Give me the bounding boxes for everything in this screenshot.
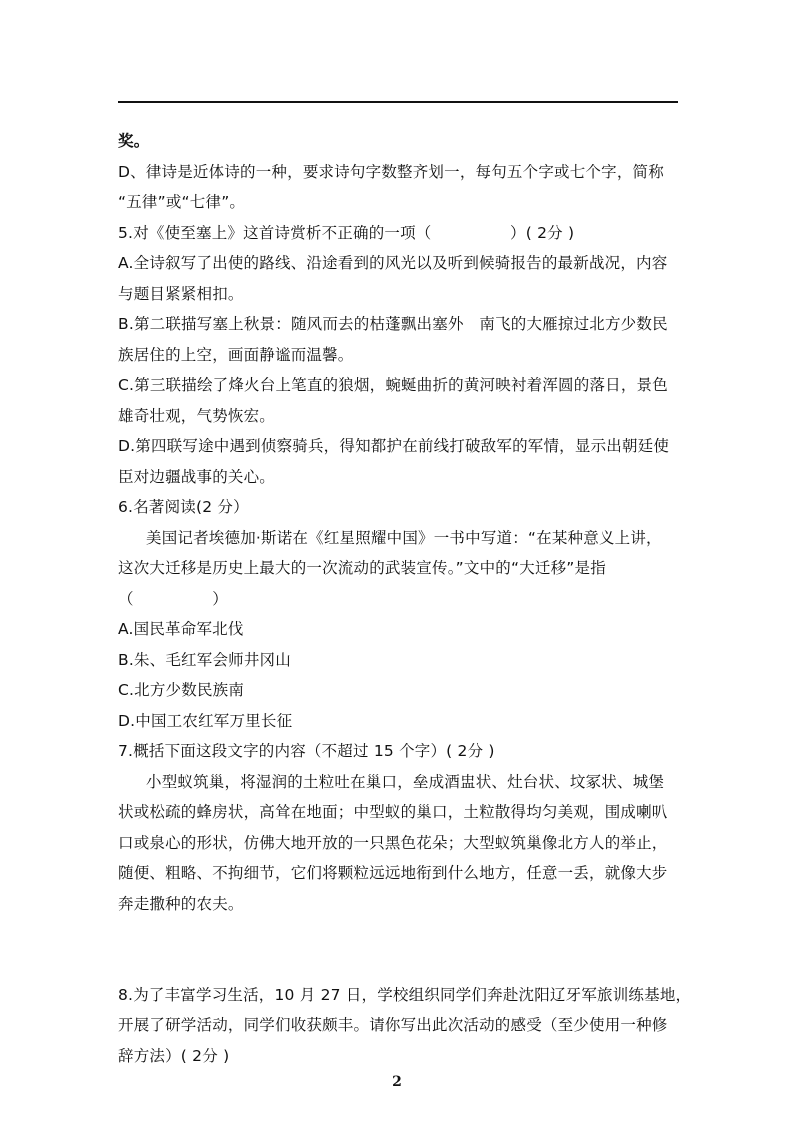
q6-passage-line-2: 这次大迁移是历史上最大的一次流动的武装宣传。”文中的“大迁移”是指 <box>118 559 606 577</box>
q7-passage-line-2: 状或松疏的蜂房状，高耸在地面；中型蚁的巢口，土粒散得均匀美观，围成喇叭 <box>118 803 668 821</box>
option-d-line-1: D、律诗是近体诗的一种，要求诗句字数整齐划一，每句五个字或七个字，简称 <box>118 163 664 181</box>
question-6-title: 6.名著阅读(2 分） <box>118 498 249 516</box>
page-number: 2 <box>392 1074 402 1090</box>
continuation-text: 奖。 <box>118 132 150 150</box>
q7-passage-line-1: 小型蚁筑巢，将湿润的土粒吐在巢口，垒成酒盅状、灶台状、坟冢状、城堡 <box>146 773 665 791</box>
q6-option-a: A.国民革命军北伐 <box>118 620 244 638</box>
q5-option-a-line-1: A.全诗叙写了出使的路线、沿途看到的风光以及听到候骑报告的最新战况，内容 <box>118 254 668 272</box>
question-8-line-2: 开展了研学活动，同学们收获颇丰。请你写出此次活动的感受（至少使用一种修 <box>118 1016 668 1034</box>
option-d-line-2: “五律”或“七律”。 <box>118 193 246 211</box>
q5-option-d-line-2: 臣对边疆战事的关心。 <box>118 468 276 486</box>
question-5-title: 5.对《使至塞上》这首诗赏析不正确的一项（ ）( 2分 ) <box>118 224 575 242</box>
q5-option-c-line-1: C.第三联描绘了烽火台上笔直的狼烟，蜿蜒曲折的黄河映衬着浑圆的落日，景色 <box>118 376 668 394</box>
question-8-line-3: 辞方法）( 2分 ) <box>118 1047 230 1065</box>
q5-option-b-line-1: B.第二联描写塞上秋景：随风而去的枯蓬飘出塞外 南飞的大雁掠过北方少数民 <box>118 315 668 333</box>
q7-passage-line-4: 随便、粗略、不拘细节，它们将颗粒远远地衔到什么地方，任意一丢，就像大步 <box>118 864 668 882</box>
q6-option-d: D.中国工农红军万里长征 <box>118 712 293 730</box>
q6-passage-line-1: 美国记者埃德加·斯诺在《红星照耀中国》一书中写道：“在某种意义上讲， <box>146 529 662 547</box>
q7-passage-line-5: 奔走撒种的农夫。 <box>118 895 244 913</box>
q7-passage-line-3: 口或泉心的形状，仿佛大地开放的一只黑色花朵；大型蚁筑巢像北方人的举止， <box>118 834 668 852</box>
question-7-title: 7.概括下面这段文字的内容（不超过 15 个字）( 2分 ) <box>118 742 495 760</box>
q6-option-c: C.北方少数民族南 <box>118 681 245 699</box>
question-8-line-1: 8.为了丰富学习生活，10 月 27 日，学校组织同学们奔赴沈阳辽牙军旅训练基地， <box>118 986 692 1004</box>
q6-answer-blank: （ ） <box>118 590 228 608</box>
q5-option-c-line-2: 雄奇壮观，气势恢宏。 <box>118 407 276 425</box>
q5-option-d-line-1: D.第四联写途中遇到侦察骑兵，得知都护在前线打破敌军的军情，显示出朝廷使 <box>118 437 670 455</box>
q6-option-b: B.朱、毛红军会师井冈山 <box>118 651 291 669</box>
q5-option-a-line-2: 与题目紧紧相扣。 <box>118 285 244 303</box>
header-rule <box>118 101 678 103</box>
q5-option-b-line-2: 族居住的上空，画面静谧而温馨。 <box>118 346 354 364</box>
